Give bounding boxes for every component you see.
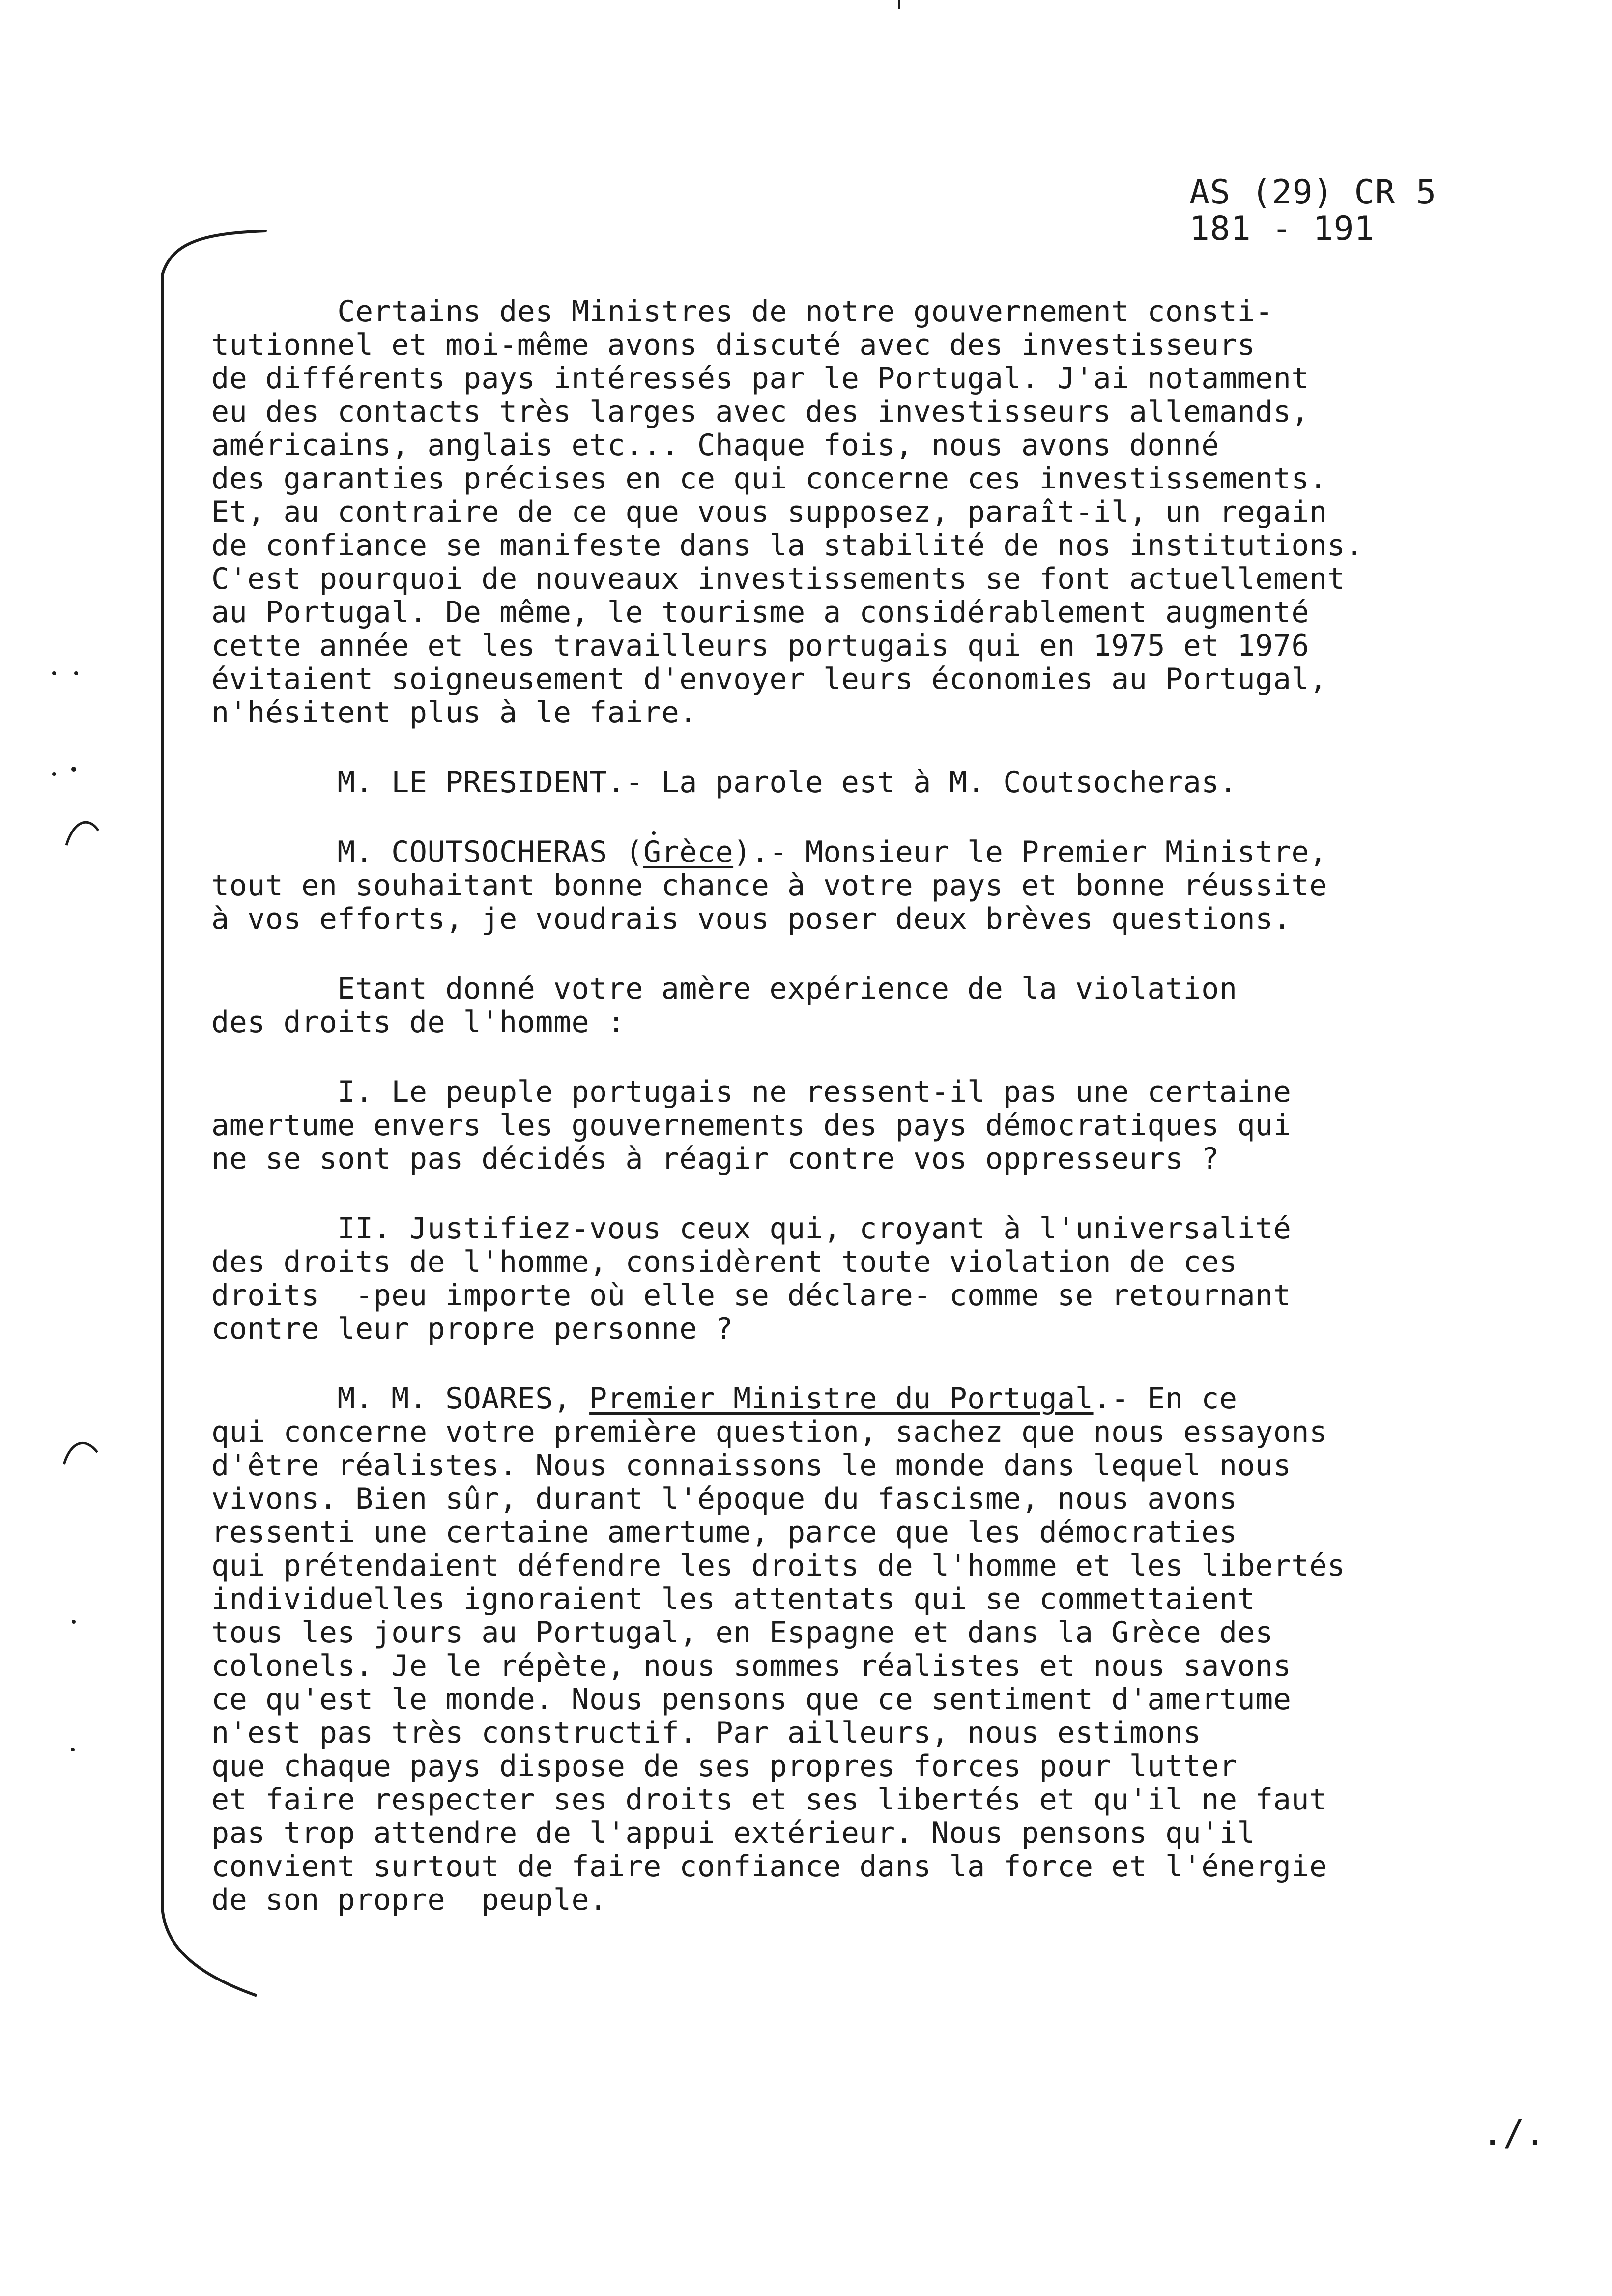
text-line: tous les jours au Portugal, en Espagne et dans la Grèce des — [211, 1615, 1273, 1650]
text-line: n'est pas très constructif. Par ailleurs, nous estimons — [211, 1716, 1202, 1750]
speaker-name: M. COUTSOCHERAS ( — [211, 835, 643, 869]
text-line: n'hésitent plus à le faire. — [211, 695, 697, 730]
text-line: de son propre peuple. — [211, 1883, 607, 1917]
text-line: I. Le peuple portugais ne ressent-il pas une certaine — [211, 1075, 1292, 1109]
text-line: II. Justifiez-vous ceux qui, croyant à l'universalité — [211, 1211, 1292, 1246]
paragraph-coutsocheras — [211, 835, 1499, 936]
text-line: Et, au contraire de ce que vous supposez, paraît-il, un regain — [211, 495, 1327, 529]
punch-hole-arc-top — [66, 822, 98, 845]
text-line: ressenti une certaine amertume, parce que les démocraties — [211, 1515, 1238, 1550]
text-line: contre leur propre personne ? — [211, 1312, 734, 1346]
text-line: M. LE PRESIDENT.- La parole est à M. Coutsocheras. — [211, 765, 1238, 800]
text-line: évitaient soigneusement d'envoyer leurs économies au Portugal, — [211, 662, 1327, 696]
text-line: Etant donné votre amère expérience de la violation — [211, 972, 1238, 1006]
text-line: qui concerne votre première question, sachez que nous essayons — [211, 1415, 1327, 1449]
text-line: de confiance se manifeste dans la stabilité de nos institutions. — [211, 528, 1363, 563]
speaker-line — [211, 1382, 1499, 1415]
text-line: Certains des Ministres de notre gouvernement consti- — [211, 294, 1273, 329]
text-line: pas trop attendre de l'appui extérieur. Nous pensons qu'il — [211, 1816, 1256, 1850]
text-line: à vos efforts, je voudrais vous poser deux brèves questions. — [211, 902, 1292, 936]
text-line: au Portugal. De même, le tourisme a considérablement augmenté — [211, 595, 1310, 630]
continuation-mark: ./. — [1482, 2112, 1546, 2153]
text-line: droits -peu importe où elle se déclare- comme se retournant — [211, 1278, 1292, 1313]
paragraph-soares-answer — [211, 1382, 1499, 1917]
paragraph-president — [211, 766, 1499, 799]
text-line: tutionnel et moi-même avons discuté avec des investisseurs — [211, 328, 1256, 362]
text-line: américains, anglais etc... Chaque fois, nous avons donné — [211, 428, 1219, 462]
text-line: individuelles ignoraient les attentats qui se commettaient — [211, 1582, 1256, 1616]
text-line: C'est pourquoi de nouveaux investissements se font actuellement — [211, 562, 1346, 596]
text-line: colonels. Je le répète, nous sommes réalistes et nous savons — [211, 1649, 1292, 1683]
reference-code: AS (29) CR 5 — [1189, 173, 1437, 212]
text-line: des droits de l'homme, considèrent toute violation de ces — [211, 1245, 1238, 1279]
text-line: des droits de l'homme : — [211, 1005, 626, 1039]
document-body — [211, 295, 1499, 1953]
speaker-country: Grèce — [643, 835, 734, 869]
text-line: d'être réalistes. Nous connaissons le monde dans lequel nous — [211, 1448, 1292, 1483]
text-line: et faire respecter ses droits et ses libertés et qu'il ne faut — [211, 1782, 1327, 1817]
paragraph-question-one — [211, 1075, 1499, 1176]
page-range: 181 - 191 — [1189, 209, 1375, 248]
text-line: vivons. Bien sûr, durant l'époque du fascisme, nous avons — [211, 1482, 1238, 1516]
text-line: tout en souhaitant bonne chance à votre pays et bonne réussite — [211, 868, 1327, 903]
speaker-line — [211, 835, 1499, 869]
speaker-opening: ).- Monsieur le Premier Ministre, — [733, 835, 1327, 869]
text-line: ce qu'est le monde. Nous pensons que ce sentiment d'amertume — [211, 1682, 1292, 1717]
text-line: qui prétendaient défendre les droits de l'homme et les libertés — [211, 1549, 1346, 1583]
text-line: de différents pays intéressés par le Portugal. J'ai notamment — [211, 361, 1310, 396]
speaker-title: Premier Ministre du Portugal — [589, 1381, 1094, 1416]
text-line: ne se sont pas décidés à réagir contre vos oppresseurs ? — [211, 1142, 1219, 1176]
text-line: que chaque pays dispose de ses propres forces pour lutter — [211, 1749, 1238, 1783]
speaker-opening: .- En ce — [1093, 1381, 1238, 1416]
punch-hole-arc-bottom — [64, 1443, 97, 1464]
text-line: cette année et les travailleurs portugais qui en 1975 et 1976 — [211, 629, 1310, 663]
paragraph-investments — [211, 295, 1499, 729]
paragraph-question-two — [211, 1212, 1499, 1346]
speaker-name: M. M. SOARES, — [211, 1381, 590, 1416]
text-line: convient surtout de faire confiance dans la force et l'énergie — [211, 1849, 1327, 1884]
text-line: des garanties précises en ce qui concerne ces investissements. — [211, 461, 1327, 496]
document-reference — [1189, 174, 1437, 247]
paragraph-experience — [211, 972, 1499, 1039]
text-line: eu des contacts très larges avec des investisseurs allemands, — [211, 395, 1310, 429]
text-line: amertume envers les gouvernements des pays démocratiques qui — [211, 1108, 1292, 1143]
